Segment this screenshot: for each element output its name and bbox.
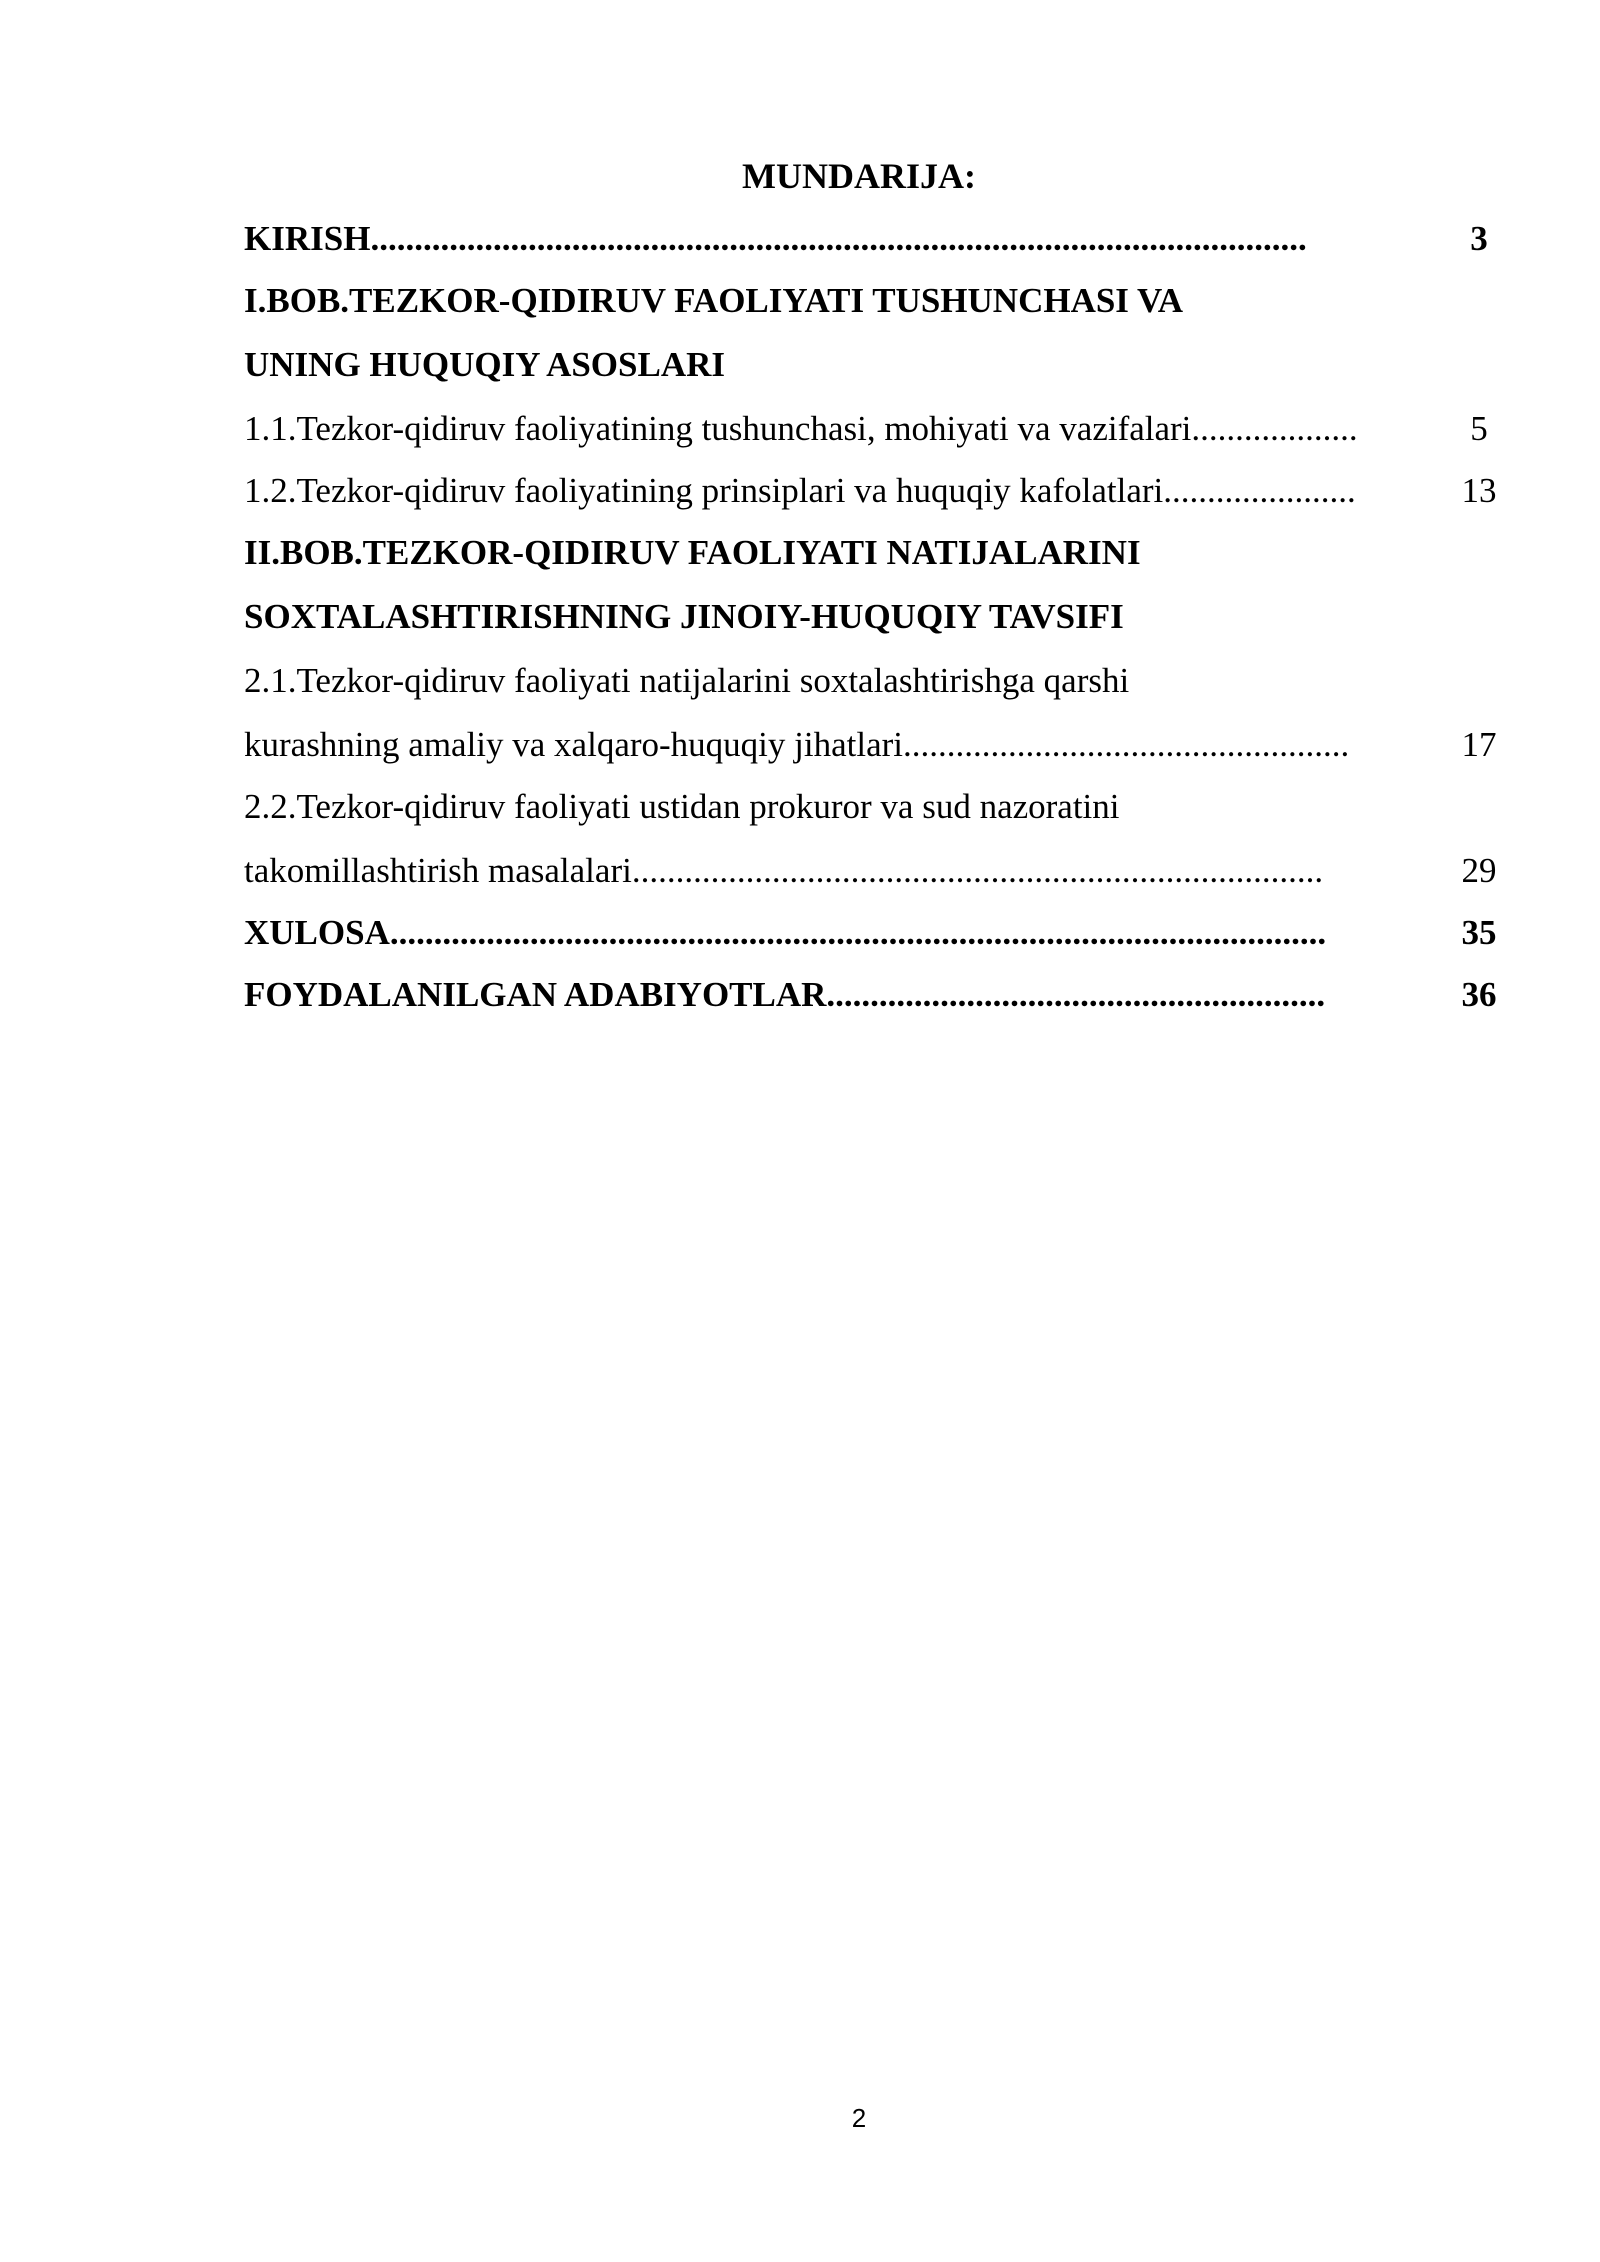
toc-entry-text: UNING HUQUQIY ASOSLARI [244,345,726,384]
toc-entry-text: SOXTALASHTIRISHNING JINOIY-HUQUQIY TAVSIFI [244,597,1124,636]
toc-entry-section-2-1-line-2 [244,714,1512,776]
toc-entry-text: KIRISH........................................................................................................... [244,219,1307,258]
toc-page-number: 36 [1461,975,1497,1014]
toc-entry-chapter-1-line-2 [244,334,1512,398]
toc-entry-text: takomillashtirish masalalari............................................................................... [244,851,1324,890]
toc-entry-text: FOYDALANILGAN ADABIYOTLAR......................................................... [244,975,1326,1014]
toc-entry-section-1-2 [244,460,1512,522]
page-number: 2 [851,2103,867,2133]
table-of-contents [244,208,1512,1026]
toc-entry-chapter-2-line-1 [244,522,1512,586]
toc-entry-section-2-1-line-1 [244,650,1512,714]
toc-entry-section-2-2-line-1 [244,776,1512,840]
toc-page-number: 17 [1461,725,1497,764]
toc-entry-text: I.BOB.TEZKOR-QIDIRUV FAOLIYATI TUSHUNCHASI VA [244,281,1184,320]
toc-entry-text: XULOSA........................................................................................................... [244,913,1327,952]
toc-entry-kirish [244,208,1512,270]
toc-page-number: 29 [1461,851,1497,890]
toc-entry-section-2-2-line-2 [244,840,1512,902]
toc-entry-text: 2.1.Tezkor-qidiruv faoliyati natijalarini soxtalashtirishga qarshi [244,661,1130,700]
toc-entry-chapter-1-line-1 [244,270,1512,334]
toc-entry-xulosa [244,902,1512,964]
toc-entry-text: kurashning amaliy va xalqaro-huquqiy jihatlari................................................... [244,725,1350,764]
toc-entry-text: 2.2.Tezkor-qidiruv faoliyati ustidan prokuror va sud nazoratini [244,787,1120,826]
toc-page-number: 3 [1470,219,1488,258]
toc-title: MUNDARIJA: [742,156,976,196]
toc-page-number: 5 [1470,409,1488,448]
toc-entry-chapter-2-line-2 [244,586,1512,650]
toc-page-number: 13 [1461,471,1497,510]
toc-entry-text: 1.2.Tezkor-qidiruv faoliyatining prinsiplari va huquqiy kafolatlari...................... [244,471,1356,510]
toc-entry-text: 1.1.Tezkor-qidiruv faoliyatining tushunchasi, mohiyati va vazifalari................... [244,409,1358,448]
toc-entry-text: II.BOB.TEZKOR-QIDIRUV FAOLIYATI NATIJALARINI [244,533,1141,572]
toc-entry-adabiyotlar [244,964,1512,1026]
toc-entry-section-1-1 [244,398,1512,460]
toc-page-number: 35 [1461,913,1497,952]
